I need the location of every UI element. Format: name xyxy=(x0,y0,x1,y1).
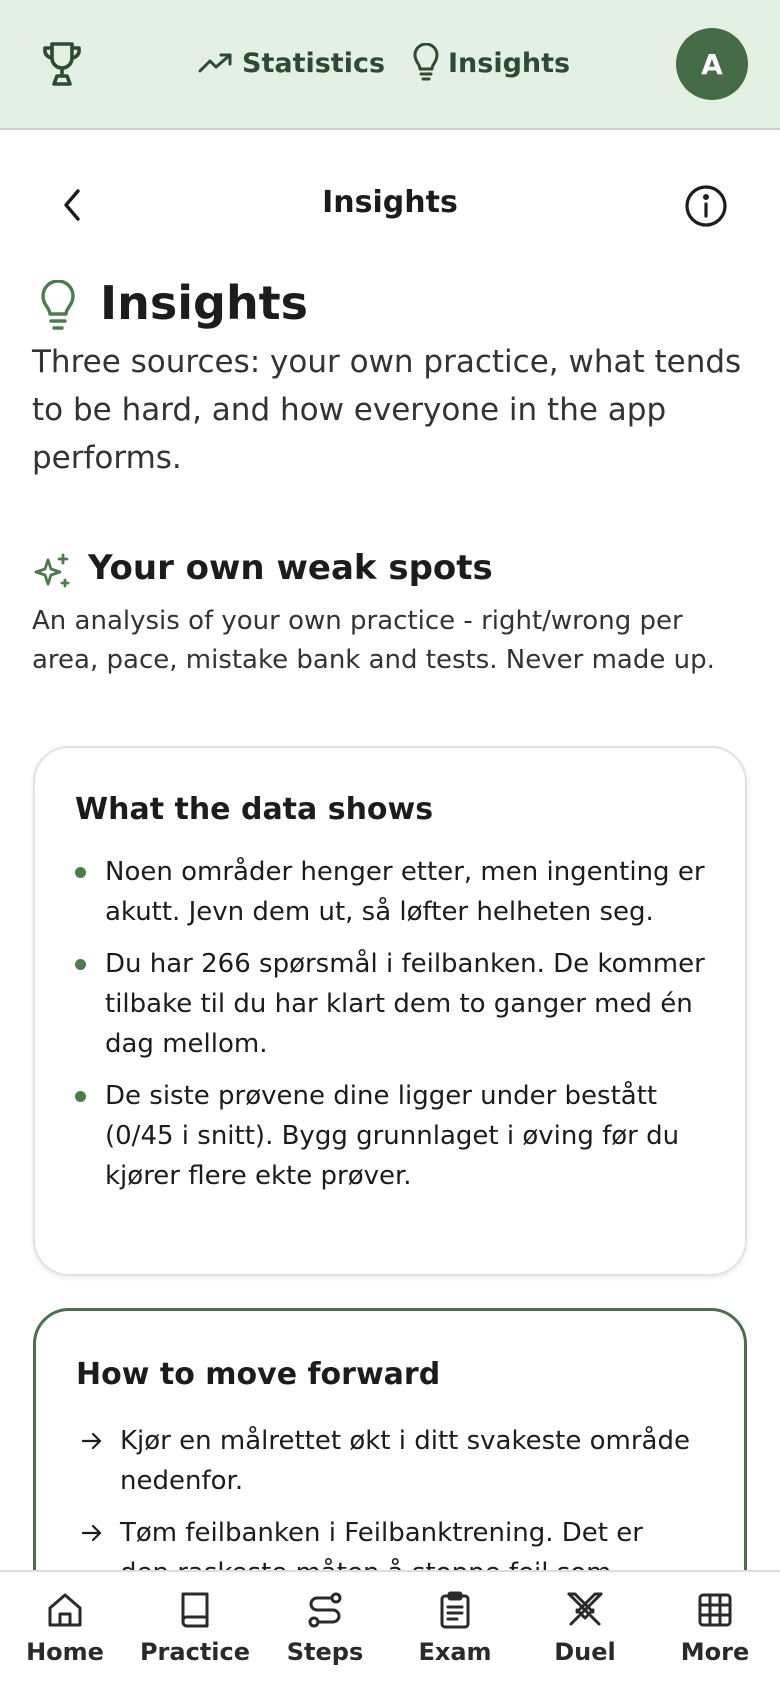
arrow-right-icon xyxy=(80,1429,104,1453)
list-item-text: Tøm feilbanken i Feilbanktrening. Det er xyxy=(120,1518,643,1548)
list-item: Noen områder henger etter, men ingenting er akutt. Jevn dem ut, så løfter helheten seg. xyxy=(75,852,715,932)
book-icon xyxy=(175,1590,215,1630)
trophy-icon[interactable] xyxy=(40,40,84,88)
data-card-title: What the data shows xyxy=(75,792,434,827)
tab-more-label: More xyxy=(680,1638,750,1666)
tab-more[interactable] xyxy=(650,1572,780,1688)
hero-title: Insights xyxy=(100,276,309,330)
sparkle-icon xyxy=(32,552,72,592)
tab-duel-label: Duel xyxy=(554,1638,616,1666)
nav-statistics[interactable] xyxy=(198,38,385,88)
grid-icon xyxy=(695,1590,735,1630)
lightbulb-icon xyxy=(412,43,440,83)
list-item-text: Kjør en målrettet økt i ditt svakeste område nedenfor. xyxy=(120,1426,690,1496)
bottom-tab-bar xyxy=(0,1570,780,1688)
tab-steps-label: Steps xyxy=(286,1638,364,1666)
clipboard-icon xyxy=(435,1590,475,1630)
data-card xyxy=(33,746,747,1276)
section-description: An analysis of your own practice - right/wrong per area, pace, mistake bank and tests. Never made up. xyxy=(32,606,715,675)
tab-exam-label: Exam xyxy=(418,1638,492,1666)
trending-up-icon xyxy=(198,51,234,75)
lightbulb-icon xyxy=(38,280,78,332)
info-icon[interactable] xyxy=(684,184,728,228)
page-title: Insights xyxy=(322,185,458,220)
nav-insights[interactable] xyxy=(412,38,570,88)
arrow-right-icon xyxy=(80,1521,104,1545)
avatar[interactable]: A xyxy=(676,28,748,100)
route-icon xyxy=(305,1590,345,1630)
tab-exam[interactable] xyxy=(390,1572,520,1688)
tab-duel[interactable] xyxy=(520,1572,650,1688)
tab-practice[interactable] xyxy=(130,1572,260,1688)
home-icon xyxy=(45,1590,85,1630)
list-item[interactable] xyxy=(80,1421,700,1501)
list-item: Du har 266 spørsmål i feilbanken. De kommer tilbake til du har klart dem to ganger med én dag mellom. xyxy=(75,944,715,1064)
nav-insights-label: Insights xyxy=(448,47,571,79)
list-item: De siste prøvene dine ligger under bestått (0/45 i snitt). Bygg grunnlaget i øving før du kjører flere ekte prøver. xyxy=(75,1076,715,1196)
section-title: Your own weak spots xyxy=(88,548,493,588)
nav-statistics-label: Statistics xyxy=(242,47,386,79)
forward-card-title: How to move forward xyxy=(76,1357,441,1392)
data-card-list xyxy=(75,852,715,1208)
top-app-bar xyxy=(0,0,780,130)
tab-home-label: Home xyxy=(26,1638,104,1666)
tab-home[interactable] xyxy=(0,1572,130,1688)
swords-icon xyxy=(565,1590,605,1630)
hero-description: Three sources: your own practice, what tends to be hard, and how everyone in the app performs. xyxy=(32,344,742,476)
tab-practice-label: Practice xyxy=(139,1638,251,1666)
tab-steps[interactable] xyxy=(260,1572,390,1688)
